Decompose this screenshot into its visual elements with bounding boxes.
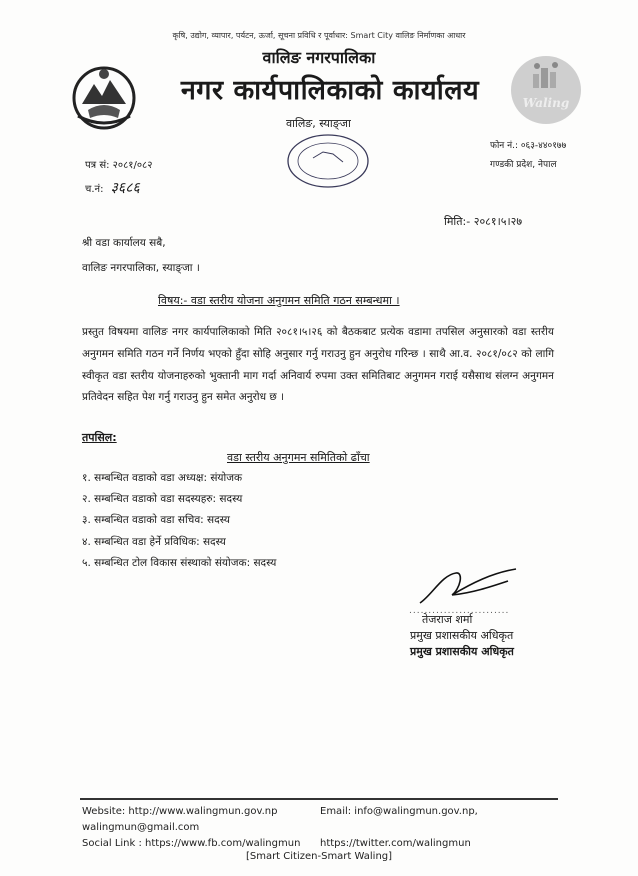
footer-facebook-link[interactable]: Social Link : https://www.fb.com/walingmun [82, 838, 301, 849]
letter-date: मिति:- २०८१।५।२७ [444, 215, 523, 228]
committee-member-list [82, 468, 276, 574]
details-label: तपसिल: [82, 431, 117, 444]
signatory-designation: प्रमुख प्रशासकीय अधिकृत [410, 629, 514, 642]
letter-subject: विषय:- वडा स्तरीय योजना अनुगमन समिति गठन सम्बन्धमा । [158, 294, 400, 307]
municipality-name: वालिङ नगरपालिका [262, 48, 376, 67]
committee-title: वडा स्तरीय अनुगमन समितिको ढाँचा [227, 451, 370, 464]
letter-reference-number: पत्र सं: २०८१/०८२ [85, 160, 153, 171]
city-skyline-icon [511, 56, 581, 96]
list-item: ५. सम्बन्धित टोल विकास संस्थाको संयोजक: सदस्य [82, 556, 277, 569]
signature-line: .......................... [409, 606, 510, 616]
footer-divider [80, 798, 558, 800]
footer-slogan: [Smart Citizen-Smart Waling] [245, 851, 393, 862]
phone-number: फोन नं.: ०६३-४४०१७७ [490, 141, 567, 151]
recipient-line-2: वालिङ नगरपालिका, स्याङ्जा । [82, 262, 200, 274]
dispatch-number [85, 178, 140, 197]
dispatch-label: च.नं: [85, 184, 104, 195]
letterhead-tagline: कृषि, उद्योग, व्यापार, पर्यटन, ऊर्जा, सूचना प्रविधि र पूर्वाधार: Smart City वालिङ निर्माणका आधार [172, 31, 466, 40]
logo-text: Waling [522, 96, 570, 110]
recipient-line-1: श्री वडा कार्यालय सबै, [82, 237, 166, 249]
list-item: २. सम्बन्धित वडाको वडा सदस्यहरु: सदस्य [82, 493, 243, 506]
office-title: नगर कार्यपालिकाको कार्यालय [180, 75, 480, 106]
designation-stamp: प्रमुख प्रशासकीय अधिकृत [410, 645, 514, 658]
list-item: ४. सम्बन्धित वडा हेर्ने प्रविधिक: सदस्य [82, 535, 226, 548]
signatory-name: तेजराज शर्मा [422, 613, 473, 626]
province-name: गण्डकी प्रदेश, नेपाल [490, 160, 557, 170]
dispatch-value: ३६८६ [110, 180, 140, 196]
footer-website[interactable]: Website: http://www.walingmun.gov.np [82, 806, 278, 817]
office-address: वालिङ, स्याङ्जा [286, 117, 351, 130]
nepal-emblem-icon [68, 60, 140, 132]
letter-body: प्रस्तुत विषयमा वालिङ नगर कार्यपालिकाको मिति २०८१।५।२६ को बैठकबाट प्रत्येक वडामा तपसिल अनुसारको वडा स्तरीय अनुगमन समिति गठन गर्ने निर्णय भएको हुँदा सोहि अनुसार गर्नु गराउनु हुन अनुरोध गरिन्छ । साथै आ.व. २०८१/०८२ को लागि स्वीकृत वडा स्तरीय योजनाहरुको भुक्तानी माग गर्दा अनिवार्य रुपमा उक्त समितिबाट अनुगमन गराई यसैसाथ संलग्न अनुगमन प्रतिवेदन सहित पेश गर्नु गराउनु हुन समेत अनुरोध छ । [82, 326, 554, 404]
list-item: ३. सम्बन्धित वडाको वडा सचिव: सदस्य [82, 514, 230, 527]
waling-logo [511, 56, 581, 124]
handwritten-signature [412, 565, 524, 609]
footer-email[interactable]: Email: info@walingmun.gov.np, [320, 806, 478, 817]
footer-twitter-link[interactable]: https://twitter.com/walingmun [320, 838, 471, 849]
list-item: १. सम्बन्धित वडाको वडा अध्यक्ष: संयोजक [82, 472, 243, 484]
office-seal-icon [283, 132, 373, 190]
footer-gmail[interactable]: walingmun@gmail.com [82, 822, 200, 833]
